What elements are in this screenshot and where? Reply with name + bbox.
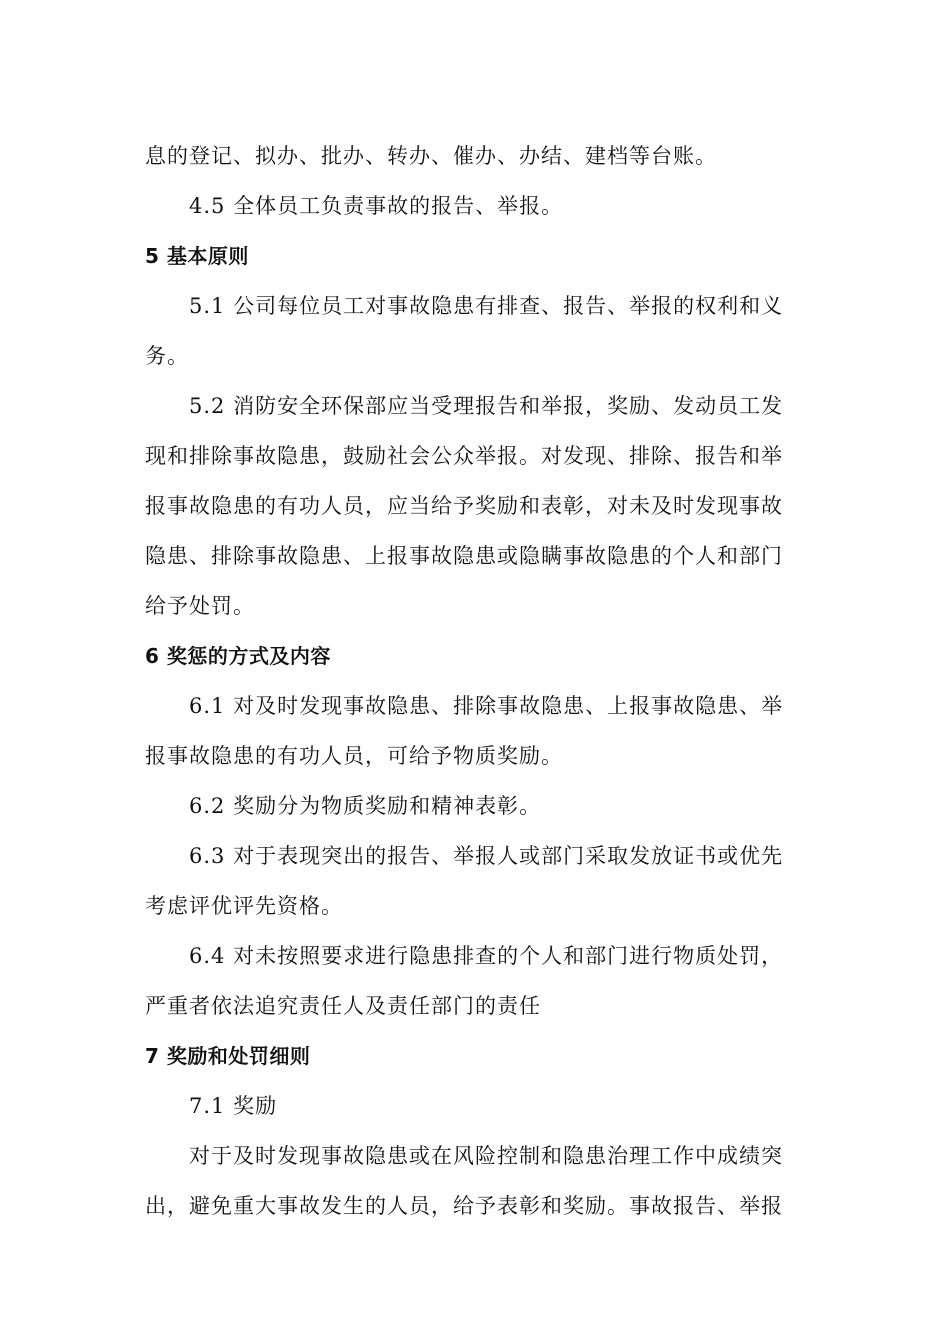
heading-6: 6 奖惩的方式及内容 xyxy=(145,644,331,668)
text-line: 严重者依法追究责任人及责任部门的责任 xyxy=(145,994,541,1018)
document-body xyxy=(145,131,807,1231)
text-line: 息的登记、拟办、批办、转办、催办、办结、建档等台账。 xyxy=(145,144,717,168)
paragraph-7-1-body xyxy=(145,1131,807,1231)
text-line: 给予处罚。 xyxy=(145,594,255,618)
text-line: 报事故隐患的有功人员，应当给予奖励和表彰，对未及时发现事故 xyxy=(145,494,783,518)
text-line: 现和排除事故隐患，鼓励社会公众举报。对发现、排除、报告和举 xyxy=(145,444,783,468)
paragraph-6-1 xyxy=(145,681,807,781)
text-line: 4.5 全体员工负责事故的报告、举报。 xyxy=(189,194,564,218)
text-line: 6.2 奖励分为物质奖励和精神表彰。 xyxy=(189,794,542,818)
text-line: 报事故隐患的有功人员，可给予物质奖励。 xyxy=(145,744,563,768)
text-line: 7.1 奖励 xyxy=(189,1094,278,1118)
paragraph-5-2 xyxy=(145,381,807,631)
heading-5: 5 基本原则 xyxy=(145,244,249,268)
paragraph-4-5 xyxy=(145,181,807,231)
text-line: 务。 xyxy=(145,344,189,368)
text-line: 考虑评优评先资格。 xyxy=(145,894,343,918)
text-line: 隐患、排除事故隐患、上报事故隐患或隐瞒事故隐患的个人和部门 xyxy=(145,544,783,568)
paragraph-6-3 xyxy=(145,831,807,931)
paragraph-7-1 xyxy=(145,1081,807,1131)
text-line: 6.3 对于表现突出的报告、举报人或部门采取发放证书或优先 xyxy=(189,844,784,868)
paragraph-5-1 xyxy=(145,281,807,381)
text-line: 5.2 消防安全环保部应当受理报告和举报，奖励、发动员工发 xyxy=(189,394,784,418)
text-line: 出，避免重大事故发生的人员，给予表彰和奖励。事故报告、举报 xyxy=(145,1194,783,1218)
text-line: 6.1 对及时发现事故隐患、排除事故隐患、上报事故隐患、举 xyxy=(189,694,784,718)
paragraph-6-4 xyxy=(145,931,807,1031)
paragraph-4-4-continued xyxy=(145,131,807,181)
paragraph-6-2 xyxy=(145,781,807,831)
text-line: 5.1 公司每位员工对事故隐患有排查、报告、举报的权利和义 xyxy=(189,294,784,318)
text-line: 6.4 对未按照要求进行隐患排查的个人和部门进行物质处罚， xyxy=(189,944,784,968)
heading-7: 7 奖励和处罚细则 xyxy=(145,1044,311,1068)
text-line: 对于及时发现事故隐患或在风险控制和隐患治理工作中成绩突 xyxy=(189,1144,783,1168)
